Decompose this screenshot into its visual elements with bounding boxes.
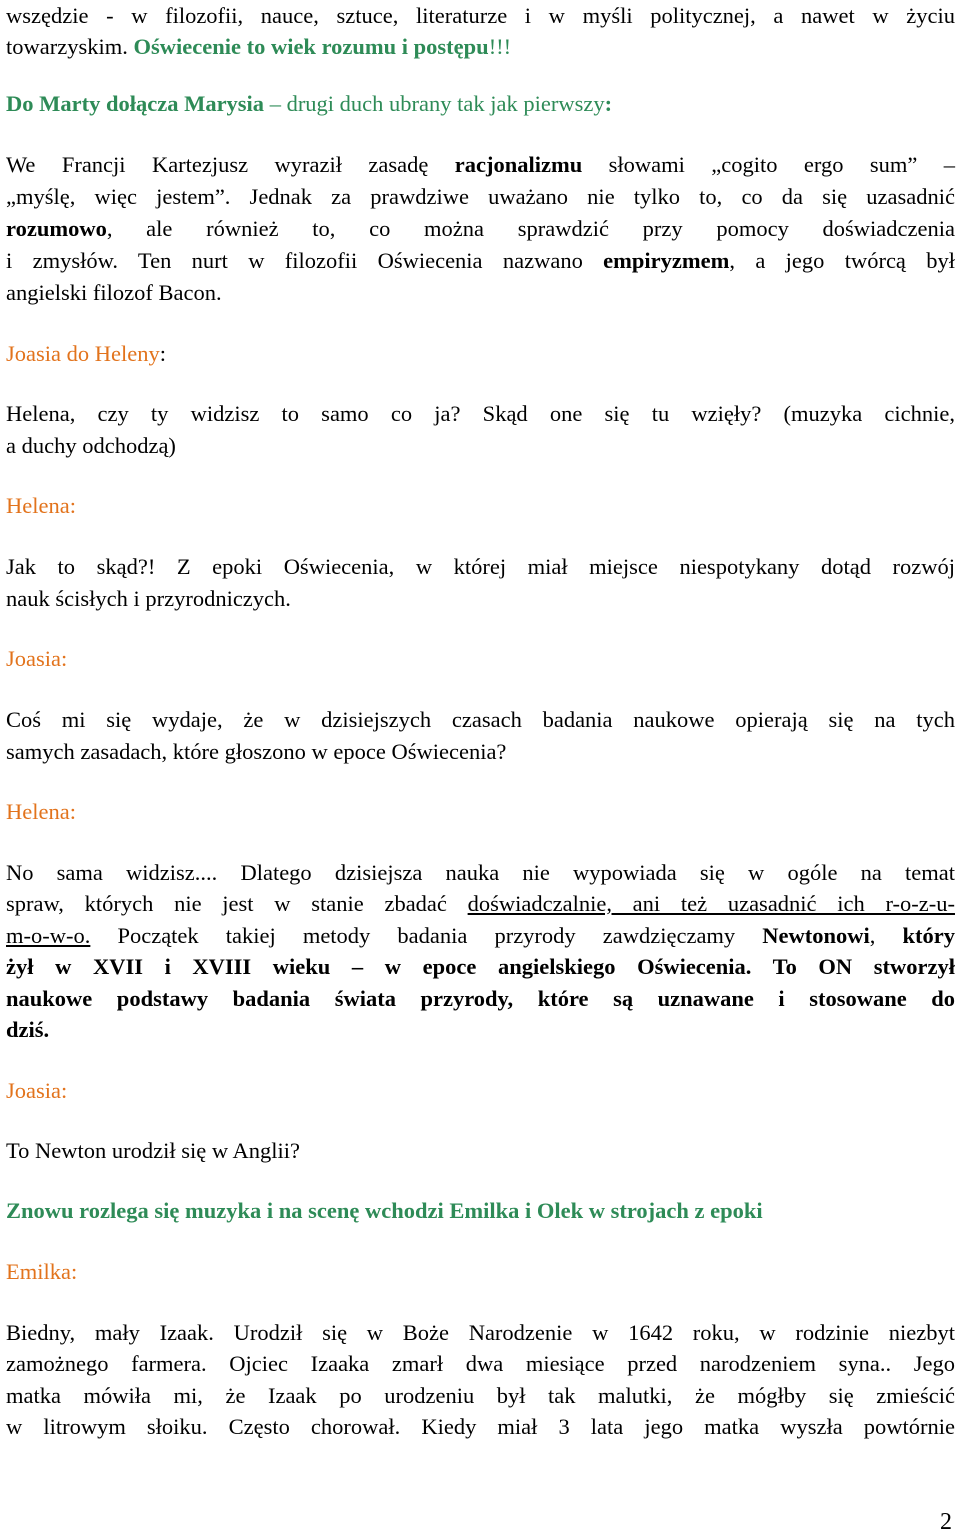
page-number: 2 [940, 1509, 952, 1535]
text-line: wszędzie - w filozofii, nauce, sztuce, literaturze i w myśli politycznej, a nawet w życiu [6, 3, 955, 28]
text-line: żył w XVII i XVIII wieku – w epoce angielskiego Oświecenia. To ON stworzył [6, 954, 955, 979]
text-line: No sama widzisz.... Dlatego dzisiejsza nauka nie wypowiada się w ogóle na temat [6, 860, 955, 885]
text-line: To Newton urodził się w Anglii? [6, 1138, 301, 1163]
speaker-label: Helena: [6, 799, 76, 824]
text-line: Biedny, mały Izaak. Urodził się w Boże Narodzenie w 1642 roku, w rodzinie niezbyt [6, 1320, 955, 1345]
speaker-label: Joasia do Heleny: [6, 341, 166, 366]
emphasis-text: Oświecenie to wiek rozumu i postępu!!! [133, 34, 512, 59]
speaker-label: Helena: [6, 493, 76, 518]
stage-direction: Do Marty dołącza Marysia – drugi duch ubrany tak jak pierwszy: [6, 91, 613, 116]
text-line: angielski filozof Bacon. [6, 280, 222, 305]
text-line: Jak to skąd?! Z epoki Oświecenia, w której miał miejsce niespotykany dotąd rozwój [6, 554, 955, 579]
text-line: samych zasadach, które głoszono w epoce Oświecenia? [6, 739, 507, 764]
text-line: naukowe podstawy badania świata przyrody, które są uznawane i stosowane do [6, 986, 955, 1011]
text-line: We Francji Kartezjusz wyraził zasadę racjonalizmu słowami „cogito ergo sum” – [6, 152, 955, 177]
text-line: dziś. [6, 1017, 50, 1042]
text-line: matka mówiła mi, że Izaak po urodzeniu był tak malutki, że mógłby się zmieścić [6, 1383, 955, 1408]
text-line: rozumowo, ale również to, co można sprawdzić przy pomocy doświadczenia [6, 216, 955, 241]
speaker-label: Emilka: [6, 1259, 78, 1284]
text-line: nauk ścisłych i przyrodniczych. [6, 586, 291, 611]
text-line: m-o-w-o. Początek takiej metody badania przyrody zawdzięczamy Newtonowi, który [6, 923, 955, 948]
text-line: zamożnego farmera. Ojciec Izaaka zmarł dwa miesiące przed narodzeniem syna.. Jego [6, 1351, 955, 1376]
text-line: a duchy odchodzą) [6, 433, 176, 458]
text-line: Helena, czy ty widzisz to samo co ja? Skąd one się tu wzięły? (muzyka cichnie, [6, 401, 955, 426]
speaker-label: Joasia: [6, 1078, 68, 1103]
speaker-label: Joasia: [6, 646, 68, 671]
text-line: „myślę, więc jestem”. Jednak za prawdziwe uważano nie tylko to, co da się uzasadnić [6, 184, 955, 209]
text-line: i zmysłów. Ten nurt w filozofii Oświecenia nazwano empiryzmem, a jego twórcą był [6, 248, 955, 273]
text-line: spraw, których nie jest w stanie zbadać doświadczalnie, ani też uzasadnić ich r-o-z-u- [6, 891, 955, 916]
text-line: Coś mi się wydaje, że w dzisiejszych czasach badania naukowe opierają się na tych [6, 707, 955, 732]
stage-direction: Znowu rozlega się muzyka i na scenę wchodzi Emilka i Olek w strojach z epoki [6, 1198, 763, 1223]
text-line: w litrowym słoiku. Często chorował. Kiedy miał 3 lata jego matka wyszła powtórnie [6, 1414, 955, 1439]
text-line: towarzyskim. Oświecenie to wiek rozumu i postępu!!! [6, 34, 512, 59]
